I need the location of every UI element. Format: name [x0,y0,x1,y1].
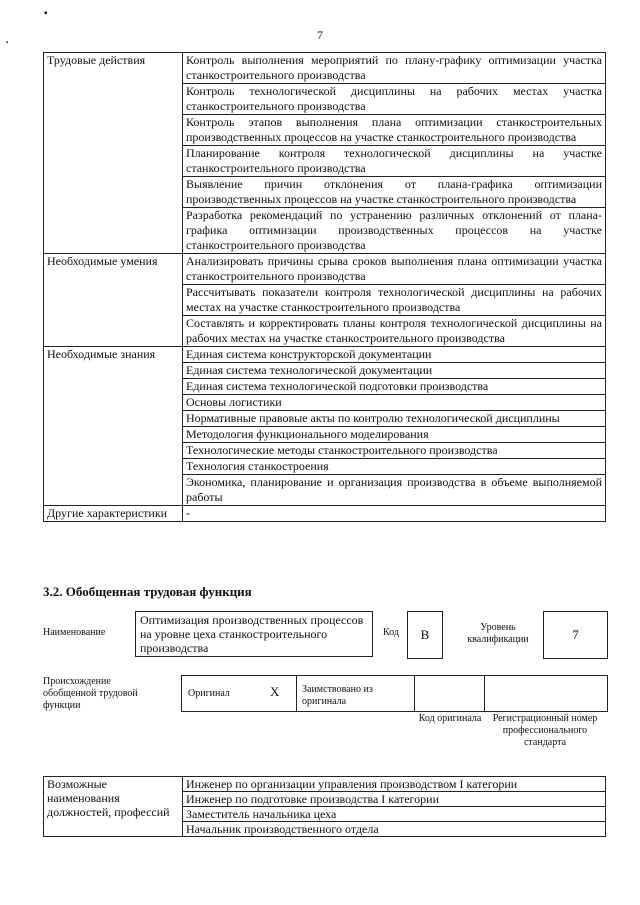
row-item: Рассчитывать показатели контроля технологической дисциплины на рабочих местах на участке станкостроительного производства [183,285,606,316]
level-label: Уровень квалификации [467,622,529,645]
row-item: Контроль технологической дисциплины на рабочих местах участка станкостроительного производства [183,84,606,115]
row-item: Анализировать причины срыва сроков выполнения плана оптимизации участка станкостроительного производства [183,254,606,285]
row-label: Другие характеристики [44,506,183,522]
origin-box [181,675,608,712]
row-item: Технологические методы станкостроительного производства [183,443,606,459]
original-label: Оригинал [188,688,230,699]
position-item: Начальник производственного отдела [183,822,606,837]
code-original-caption: Код оригинала [418,713,482,724]
borrowed-label: Заимствовано из оригинала [302,684,373,707]
name-label: Наименование [43,627,106,638]
code-label: Код [383,627,399,638]
row-item: Экономика, планирование и организация производства в объеме выполняемой работы [183,475,606,506]
row-item: Контроль этапов выполнения плана оптимизации станкостроительных производственных процессов на участке станкостроительного производства [183,115,606,146]
code-box [407,611,443,659]
row-item: Выявление причин отклонения от плана-графика оптимизации производственных процессов на участке станкостроительного производства [183,177,606,208]
row-label: Трудовые действия [44,53,183,254]
row-item: Основы логистики [183,395,606,411]
row-item: Составлять и корректировать планы контроля технологической дисциплины на рабочих местах на участке станкостроительного производства [183,316,606,347]
row-label: Необходимые умения [44,254,183,347]
positions-label: Возможные наименования должностей, профессий [44,777,183,837]
row-item: Нормативные правовые акты по контролю технологической дисциплины [183,411,606,427]
scan-speck: ▪ [6,40,9,46]
row-item: Разработка рекомендаций по устранению различных отклонений от плана-графика оптимизации производственных процессов на участке станкостроительного производства [183,208,606,254]
row-item: Единая система конструкторской документации [183,347,606,363]
original-mark: X [270,684,280,699]
level-value: 7 [572,627,579,642]
row-item: Методология функционального моделирования [183,427,606,443]
row-item: Контроль выполнения мероприятий по плану-графику оптимизации участка станкостроительного производства [183,53,606,84]
origin-label: Происхождение обобщенной трудовой функции [43,676,138,711]
section-title: 3.2. Обобщенная трудовая функция [43,584,252,599]
row-item: Планирование контроля технологической дисциплины на участке станкостроительного производства [183,146,606,177]
function-name-box [135,611,373,657]
scan-speck: ▪ [44,8,48,19]
labor-functions-table [43,52,606,522]
level-box [543,611,608,659]
row-item: Единая система технологической документации [183,363,606,379]
row-label: Необходимые знания [44,347,183,506]
position-item: Инженер по подготовке производства I категории [183,792,606,807]
function-name: Оптимизация производственных процессов на уровне цеха станкостроительного производства [140,613,364,655]
position-item: Инженер по организации управления производством I категории [183,777,606,792]
positions-table [43,776,606,837]
row-item: Единая система технологической подготовки производства [183,379,606,395]
position-item: Заместитель начальника цеха [183,807,606,822]
code-value: B [420,627,430,642]
row-item: - [183,506,606,522]
reg-number-caption: Регистрационный номер профессионального стандарта [492,713,598,748]
row-item: Технология станкостроения [183,459,606,475]
page-number: 7 [317,28,323,42]
